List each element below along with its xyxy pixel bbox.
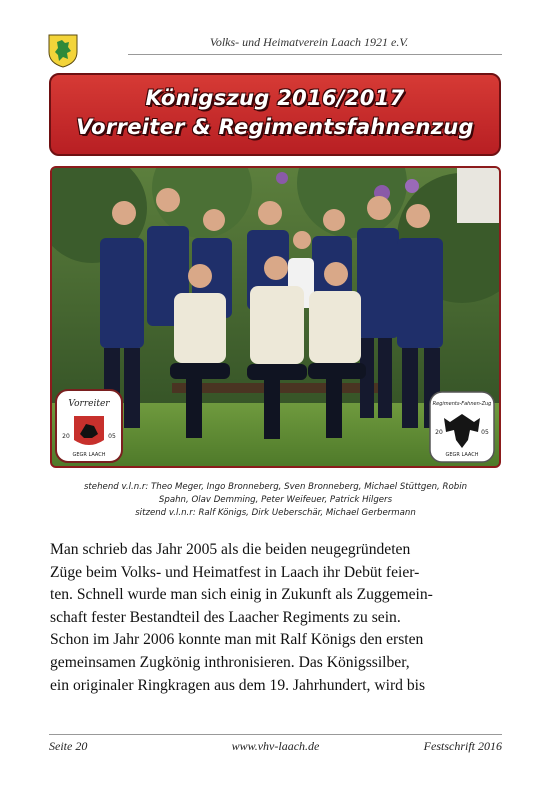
body-line: Schon im Jahr 2006 konnte man mit Ralf Königs den ersten xyxy=(50,631,424,649)
header-rule xyxy=(128,54,502,55)
banner-title: Königszug 2016/2017 xyxy=(145,86,405,110)
regimentsfahnenzug-badge xyxy=(430,392,494,462)
body-line: schaft fester Bestandteil des Laacher Regiments zu sein. xyxy=(50,608,401,626)
page-header xyxy=(46,28,502,70)
caption-line: stehend v.l.n.r: Theo Meger, Ingo Bronneberg, Sven Bronneberg, Michael Stüttgen, Robin xyxy=(83,482,468,492)
article-body xyxy=(50,539,502,697)
body-line: ein originaler Ringkragen aus dem 19. Jahrhundert, wird bis xyxy=(50,676,426,694)
footer-url: www.vhv-laach.de xyxy=(231,739,320,753)
body-line: gemeinsamen Zugkönig inthronisieren. Das Königssilber, xyxy=(50,653,410,671)
footer-rule xyxy=(49,734,502,735)
group-photo-illustration xyxy=(52,168,499,466)
vorreiter-badge xyxy=(56,390,122,462)
right-badge-year-right: 05 xyxy=(481,429,489,436)
left-badge-title: Vorreiter xyxy=(68,399,110,409)
left-badge-year-left: 20 xyxy=(62,433,70,440)
page-footer xyxy=(49,739,502,755)
body-line: ten. Schnell wurde man sich einig in Zukunft als Zuggemein- xyxy=(50,586,433,604)
body-line: Züge beim Volks- und Heimatfest in Laach ihr Debüt feier- xyxy=(50,563,420,581)
body-line: Man schrieb das Jahr 2005 als die beiden neugegründeten xyxy=(50,541,411,558)
banner-subtitle: Vorreiter & Regimentsfahnenzug xyxy=(76,115,474,139)
publication-name: Festschrift 2016 xyxy=(423,739,502,753)
right-badge-year-left: 20 xyxy=(435,429,443,436)
header-title: Volks- und Heimatverein Laach 1921 e.V. xyxy=(209,35,409,49)
caption-line: sitzend v.l.n.r: Ralf Königs, Dirk Ueberschär, Michael Gerbermann xyxy=(135,508,416,518)
left-badge-year-right: 05 xyxy=(108,433,116,440)
photo-caption xyxy=(50,481,501,520)
caption-line: Spahn, Olav Demming, Peter Weifeuer, Patrick Hilgers xyxy=(158,495,393,505)
right-badge-bottom: GEGR LAACH xyxy=(445,452,479,458)
green-lion-coat-of-arms-icon xyxy=(48,34,78,68)
right-badge-title: Regiments-Fahnen-Zug xyxy=(432,401,492,407)
page-number: Seite 20 xyxy=(49,739,88,753)
group-photo xyxy=(50,166,501,468)
left-badge-bottom: GEGR LAACH xyxy=(72,452,106,458)
title-banner xyxy=(49,73,501,156)
